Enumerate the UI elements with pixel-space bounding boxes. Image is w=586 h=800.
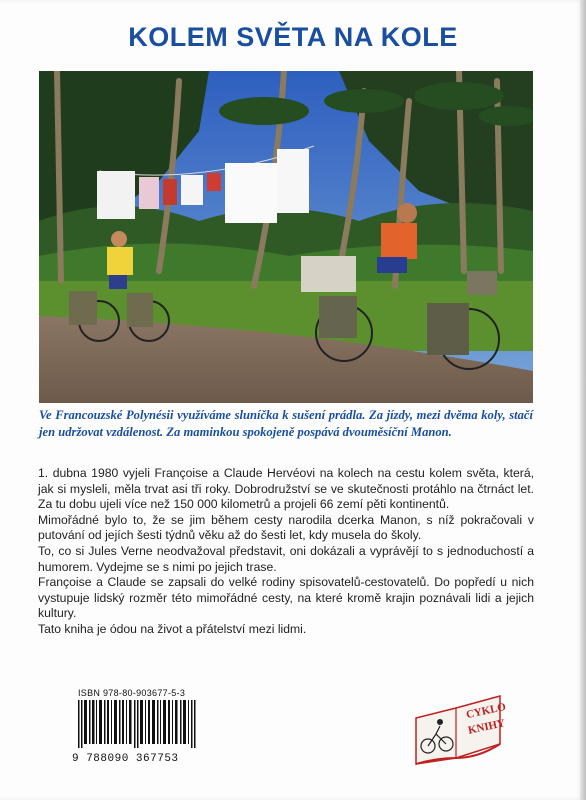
isbn-label: ISBN 978-80-903677-5-3 xyxy=(78,688,186,698)
barcode-number: 9 788090 367753 xyxy=(72,753,179,765)
logo-line-2: KNIHY xyxy=(467,717,507,737)
blurb-paragraph: To, co si Jules Verne neodvažoval představit, oni dokázali a vyprávějí to s jednoduchostí a humorem. Vydejme se s nimi po jejich trase. xyxy=(38,543,534,574)
barcode-icon xyxy=(72,698,204,748)
book-title: KOLEM SVĚTA NA KOLE xyxy=(128,22,458,52)
photo-caption: Ve Francouzské Polynésii využíváme sluníčka k sušení prádla. Za jízdy, mezi dvěma koly, stačí jen udržovat vzdálenost. Za maminkou spokojeně pospává dvouměsíční Manon. xyxy=(39,408,533,439)
blurb-paragraph: Tato kniha je ódou na život a přátelství mezi lidmi. xyxy=(38,621,307,636)
blurb-paragraph: Mimořádné bylo to, že se jim během cesty narodila dcerka Manon, s níž pokračovali v putování od jejích šesti týdnů věku až do šesti let, kdy musela do školy. xyxy=(38,512,534,543)
logo-line-1: CYKLO xyxy=(465,700,508,722)
cover-photo xyxy=(39,71,533,403)
publisher-logo xyxy=(412,688,508,768)
book-spine-edge xyxy=(580,0,586,800)
blurb-text xyxy=(38,466,534,638)
barcode-block xyxy=(72,688,204,765)
blurb-paragraph: Françoise a Claude se zapsali do velké rodiny spisovatelů-cestovatelů. Do popředí u nich vystupuje lidský rozměr této mimořádné cesty, na které kromě krajin poznávali lidi a jejich kultury. xyxy=(38,575,534,621)
blurb-paragraph: 1. dubna 1980 vyjeli Françoise a Claude Hervéovi na kolech na cestu kolem světa, která, jak si mysleli, měla trvat asi tři roky. Dobrodružství se ve skutečnosti protáhlo na čtrnáct let. Za tu dobu ujeli více než 150 000 kilometrů a projeli 66 zemí pěti kontinentů. xyxy=(38,466,534,512)
